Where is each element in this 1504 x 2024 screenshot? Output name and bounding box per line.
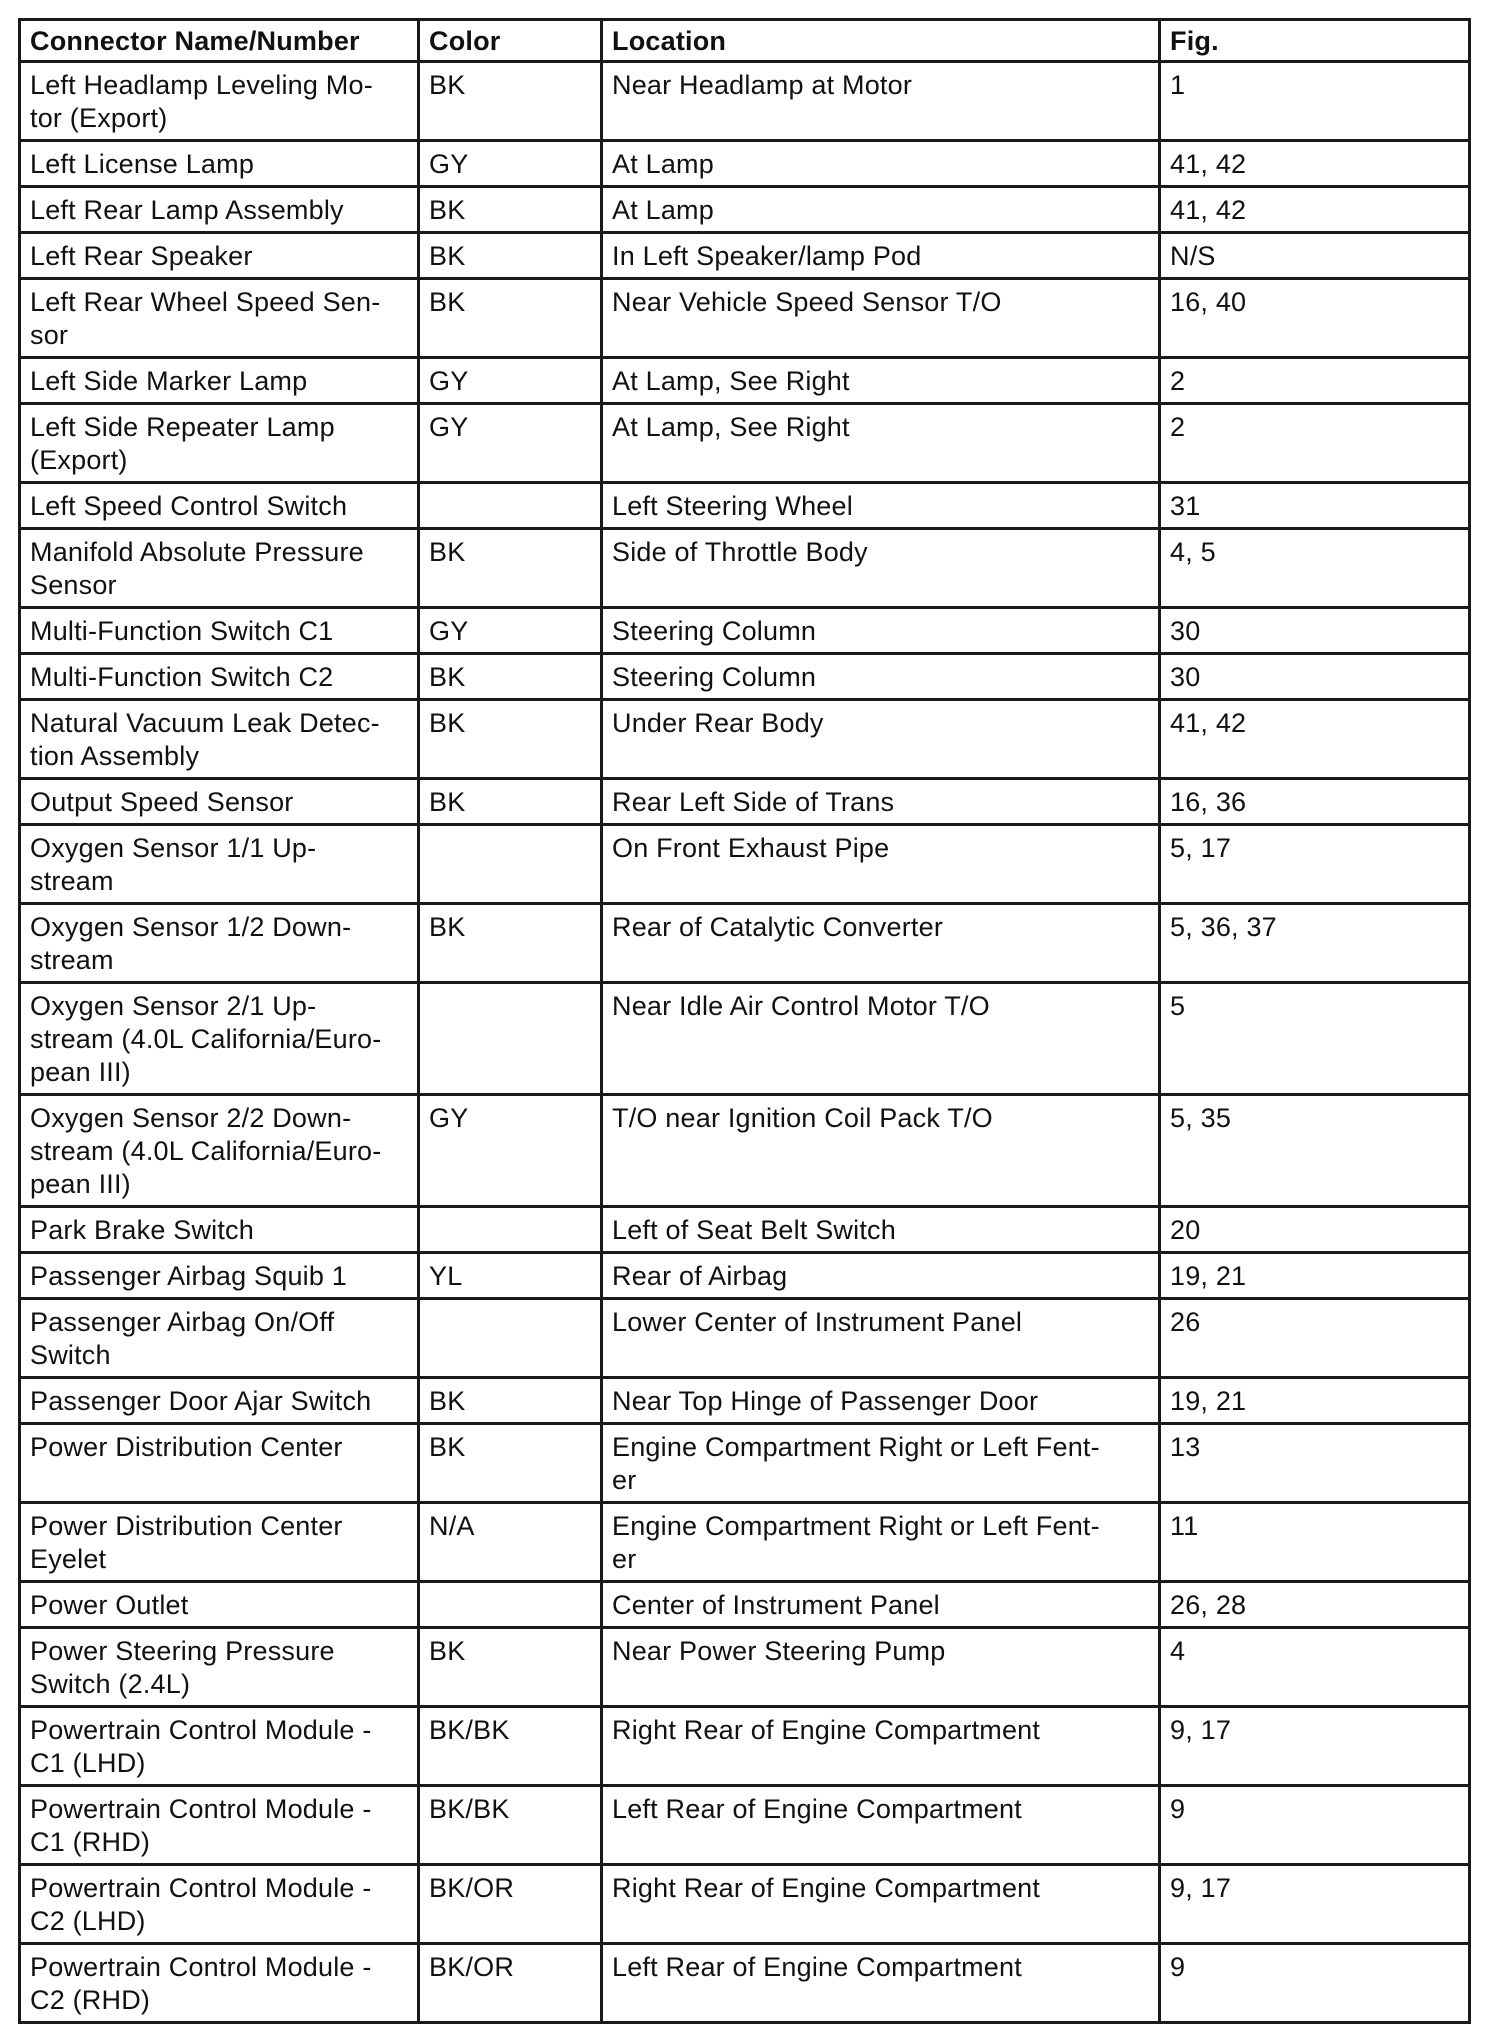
connector-name-cell-text: Passenger Airbag Squib 1 [30, 1261, 348, 1291]
connector-name-cell [20, 1786, 419, 1865]
table-row [20, 825, 1470, 904]
location-cell-text: At Lamp, See Right [612, 366, 850, 396]
location-cell-text: Near Top Hinge of Passenger Door [612, 1386, 1039, 1416]
location-cell-text: In Left Speaker/lamp Pod [612, 241, 922, 271]
table-row [20, 1424, 1470, 1503]
table-row [20, 1707, 1470, 1786]
connector-name-cell-text: Left Speed Control Switch [30, 491, 348, 521]
color-cell [419, 279, 602, 358]
table-row [20, 358, 1470, 404]
connector-location-table [18, 18, 1471, 2024]
connector-name-cell-text: Passenger Airbag On/Off Switch [30, 1307, 335, 1370]
location-cell-text: T/O near Ignition Coil Pack T/O [612, 1103, 993, 1133]
connector-name-cell [20, 983, 419, 1095]
table-row [20, 1299, 1470, 1378]
table-row [20, 983, 1470, 1095]
fig-cell [1160, 1944, 1470, 2023]
color-cell [419, 779, 602, 825]
location-cell [602, 654, 1160, 700]
location-cell [602, 608, 1160, 654]
color-cell-text: BK [429, 70, 466, 100]
connector-name-cell-text: Left Side Repeater Lamp (Export) [30, 412, 335, 475]
color-cell [419, 608, 602, 654]
connector-name-cell [20, 700, 419, 779]
fig-cell [1160, 1865, 1470, 1944]
connector-name-cell-text: Passenger Door Ajar Switch [30, 1386, 372, 1416]
fig-cell [1160, 825, 1470, 904]
color-cell-text: BK [429, 1636, 466, 1666]
fig-cell [1160, 1378, 1470, 1424]
fig-cell [1160, 404, 1470, 483]
connector-name-cell [20, 1582, 419, 1628]
connector-name-cell-text: Oxygen Sensor 2/1 Up- stream (4.0L California/Euro- pean III) [30, 991, 382, 1087]
fig-cell-text: N/S [1170, 241, 1216, 271]
location-cell [602, 1424, 1160, 1503]
color-cell [419, 1786, 602, 1865]
fig-cell [1160, 1707, 1470, 1786]
table-row [20, 904, 1470, 983]
fig-cell-text: 20 [1170, 1215, 1201, 1245]
location-cell-text: At Lamp, See Right [612, 412, 850, 442]
location-cell-text: Left Steering Wheel [612, 491, 853, 521]
location-cell [602, 1865, 1160, 1944]
table-row [20, 1503, 1470, 1582]
color-cell-text: BK [429, 537, 466, 567]
connector-name-cell-text: Powertrain Control Module - C1 (LHD) [30, 1715, 372, 1778]
location-cell [602, 483, 1160, 529]
table-header [20, 20, 1470, 62]
connector-name-cell [20, 141, 419, 187]
location-cell [602, 983, 1160, 1095]
connector-name-cell [20, 1095, 419, 1207]
connector-name-cell [20, 358, 419, 404]
connector-name-cell-text: Left Rear Wheel Speed Sen- sor [30, 287, 381, 350]
table-row [20, 404, 1470, 483]
fig-cell-text: 11 [1170, 1511, 1199, 1541]
location-cell [602, 700, 1160, 779]
connector-name-cell [20, 233, 419, 279]
location-cell [602, 904, 1160, 983]
fig-cell [1160, 279, 1470, 358]
color-cell [419, 1944, 602, 2023]
color-cell [419, 654, 602, 700]
color-cell [419, 1378, 602, 1424]
color-cell [419, 1865, 602, 1944]
color-cell [419, 1628, 602, 1707]
color-cell [419, 983, 602, 1095]
table-row [20, 1628, 1470, 1707]
table-row [20, 1378, 1470, 1424]
color-cell-text: YL [429, 1261, 463, 1291]
fig-cell [1160, 654, 1470, 700]
connector-name-cell-text: Left Rear Lamp Assembly [30, 195, 344, 225]
connector-name-cell [20, 1865, 419, 1944]
fig-cell-text: 41, 42 [1170, 149, 1247, 179]
fig-cell-text: 4 [1170, 1636, 1186, 1666]
location-cell [602, 529, 1160, 608]
fig-cell-text: 9, 17 [1170, 1715, 1232, 1745]
fig-cell [1160, 983, 1470, 1095]
connector-name-cell [20, 1628, 419, 1707]
location-cell-text: Lower Center of Instrument Panel [612, 1307, 1023, 1337]
table-row [20, 233, 1470, 279]
fig-cell-text: 2 [1170, 366, 1186, 396]
color-cell-text: BK [429, 662, 466, 692]
header-row [20, 20, 1470, 62]
location-cell [602, 1582, 1160, 1628]
location-cell-text: At Lamp [612, 149, 714, 179]
color-cell-text: BK/OR [429, 1952, 515, 1982]
location-cell [602, 779, 1160, 825]
fig-cell-text: 19, 21 [1170, 1386, 1247, 1416]
fig-cell-text: 41, 42 [1170, 708, 1247, 738]
location-cell [602, 1707, 1160, 1786]
color-cell [419, 529, 602, 608]
location-cell-text: Under Rear Body [612, 708, 824, 738]
location-cell [602, 825, 1160, 904]
connector-name-cell [20, 904, 419, 983]
fig-cell [1160, 1582, 1470, 1628]
location-cell-text: Near Vehicle Speed Sensor T/O [612, 287, 1002, 317]
fig-cell-text: 9 [1170, 1952, 1186, 1982]
connector-name-cell-text: Powertrain Control Module - C2 (LHD) [30, 1873, 372, 1936]
table-row [20, 1944, 1470, 2023]
color-cell [419, 1299, 602, 1378]
color-cell [419, 1095, 602, 1207]
location-cell [602, 1207, 1160, 1253]
table-row [20, 1207, 1470, 1253]
header-color: Color [419, 20, 602, 62]
table-body [20, 62, 1470, 2023]
fig-cell [1160, 1095, 1470, 1207]
color-cell [419, 187, 602, 233]
connector-name-cell-text: Power Distribution Center [30, 1432, 343, 1462]
fig-cell [1160, 779, 1470, 825]
table-row [20, 279, 1470, 358]
color-cell [419, 404, 602, 483]
location-cell [602, 233, 1160, 279]
connector-name-cell-text: Park Brake Switch [30, 1215, 254, 1245]
location-cell [602, 404, 1160, 483]
fig-cell [1160, 483, 1470, 529]
fig-cell [1160, 1628, 1470, 1707]
location-cell-text: Near Headlamp at Motor [612, 70, 913, 100]
fig-cell [1160, 62, 1470, 141]
fig-cell-text: 13 [1170, 1432, 1201, 1462]
fig-cell [1160, 141, 1470, 187]
fig-cell [1160, 1299, 1470, 1378]
location-cell [602, 187, 1160, 233]
connector-name-cell [20, 1424, 419, 1503]
location-cell-text: Left of Seat Belt Switch [612, 1215, 896, 1245]
fig-cell-text: 30 [1170, 662, 1201, 692]
connector-name-cell-text: Oxygen Sensor 2/2 Down- stream (4.0L California/Euro- pean III) [30, 1103, 382, 1199]
connector-name-cell [20, 1503, 419, 1582]
fig-cell-text: 26, 28 [1170, 1590, 1247, 1620]
connector-name-cell [20, 62, 419, 141]
color-cell [419, 483, 602, 529]
fig-cell [1160, 1503, 1470, 1582]
connector-name-cell [20, 1299, 419, 1378]
connector-name-cell [20, 608, 419, 654]
location-cell [602, 358, 1160, 404]
table-row [20, 700, 1470, 779]
fig-cell [1160, 187, 1470, 233]
fig-cell-text: 5 [1170, 991, 1186, 1021]
fig-cell [1160, 1207, 1470, 1253]
fig-cell-text: 5, 35 [1170, 1103, 1232, 1133]
location-cell [602, 1253, 1160, 1299]
fig-cell-text: 16, 36 [1170, 787, 1247, 817]
fig-cell [1160, 233, 1470, 279]
connector-name-cell [20, 825, 419, 904]
connector-name-cell-text: Manifold Absolute Pressure Sensor [30, 537, 364, 600]
connector-name-cell-text: Power Distribution Center Eyelet [30, 1511, 343, 1574]
connector-name-cell-text: Multi-Function Switch C2 [30, 662, 334, 692]
color-cell-text: BK [429, 1432, 466, 1462]
color-cell [419, 358, 602, 404]
fig-cell-text: 5, 36, 37 [1170, 912, 1277, 942]
connector-name-cell-text: Powertrain Control Module - C2 (RHD) [30, 1952, 372, 2015]
connector-name-cell-text: Oxygen Sensor 1/2 Down- stream [30, 912, 352, 975]
location-cell-text: Near Power Steering Pump [612, 1636, 946, 1666]
color-cell [419, 1424, 602, 1503]
connector-name-cell-text: Power Steering Pressure Switch (2.4L) [30, 1636, 335, 1699]
connector-name-cell [20, 279, 419, 358]
location-cell [602, 1503, 1160, 1582]
connector-name-cell-text: Output Speed Sensor [30, 787, 294, 817]
color-cell-text: GY [429, 412, 469, 442]
location-cell-text: Right Rear of Engine Compartment [612, 1715, 1041, 1745]
fig-cell [1160, 1253, 1470, 1299]
location-cell-text: Right Rear of Engine Compartment [612, 1873, 1041, 1903]
connector-name-cell [20, 1207, 419, 1253]
color-cell [419, 1253, 602, 1299]
color-cell [419, 62, 602, 141]
location-cell [602, 141, 1160, 187]
location-cell [602, 1786, 1160, 1865]
color-cell-text: BK [429, 287, 466, 317]
color-cell-text: N/A [429, 1511, 475, 1541]
location-cell [602, 1299, 1160, 1378]
connector-name-cell-text: Powertrain Control Module - C1 (RHD) [30, 1794, 372, 1857]
color-cell-text: BK [429, 195, 466, 225]
fig-cell-text: 4, 5 [1170, 537, 1216, 567]
connector-name-cell [20, 1707, 419, 1786]
table-row [20, 1582, 1470, 1628]
connector-name-cell [20, 483, 419, 529]
table-row [20, 779, 1470, 825]
table-row [20, 483, 1470, 529]
connector-name-cell-text: Left Headlamp Leveling Mo- tor (Export) [30, 70, 373, 133]
color-cell [419, 825, 602, 904]
fig-cell [1160, 700, 1470, 779]
color-cell-text: BK/BK [429, 1715, 510, 1745]
color-cell-text: BK [429, 708, 466, 738]
location-cell-text: Center of Instrument Panel [612, 1590, 940, 1620]
connector-name-cell-text: Oxygen Sensor 1/1 Up- stream [30, 833, 317, 896]
color-cell-text: GY [429, 366, 469, 396]
table-row [20, 529, 1470, 608]
connector-name-cell [20, 187, 419, 233]
location-cell-text: Engine Compartment Right or Left Fent- er [612, 1511, 1100, 1574]
connector-name-cell-text: Power Outlet [30, 1590, 189, 1620]
connector-name-cell [20, 654, 419, 700]
location-cell-text: Steering Column [612, 662, 817, 692]
color-cell [419, 233, 602, 279]
color-cell-text: GY [429, 1103, 469, 1133]
fig-cell [1160, 1424, 1470, 1503]
location-cell [602, 1095, 1160, 1207]
table-row [20, 187, 1470, 233]
location-cell-text: Steering Column [612, 616, 817, 646]
location-cell [602, 1944, 1160, 2023]
color-cell-text: GY [429, 149, 469, 179]
fig-cell-text: 16, 40 [1170, 287, 1247, 317]
connector-name-cell-text: Left License Lamp [30, 149, 255, 179]
connector-name-cell [20, 1944, 419, 2023]
location-cell-text: At Lamp [612, 195, 714, 225]
fig-cell [1160, 904, 1470, 983]
table-row [20, 1865, 1470, 1944]
connector-name-cell-text: Left Rear Speaker [30, 241, 253, 271]
fig-cell [1160, 1786, 1470, 1865]
table-row [20, 141, 1470, 187]
fig-cell [1160, 529, 1470, 608]
table-row [20, 1253, 1470, 1299]
fig-cell-text: 5, 17 [1170, 833, 1232, 863]
connector-name-cell [20, 404, 419, 483]
fig-cell-text: 41, 42 [1170, 195, 1247, 225]
connector-name-cell [20, 779, 419, 825]
color-cell [419, 904, 602, 983]
color-cell [419, 1503, 602, 1582]
connector-name-cell-text: Left Side Marker Lamp [30, 366, 308, 396]
header-location: Location [602, 20, 1160, 62]
table-row [20, 1786, 1470, 1865]
connector-name-cell [20, 529, 419, 608]
color-cell [419, 700, 602, 779]
table-row [20, 654, 1470, 700]
color-cell-text: BK/OR [429, 1873, 515, 1903]
color-cell-text: BK [429, 1386, 466, 1416]
location-cell-text: Side of Throttle Body [612, 537, 868, 567]
fig-cell-text: 1 [1170, 70, 1186, 100]
connector-name-cell-text: Natural Vacuum Leak Detec- tion Assembly [30, 708, 380, 771]
color-cell-text: BK [429, 912, 466, 942]
color-cell-text: BK [429, 241, 466, 271]
color-cell-text: BK/BK [429, 1794, 510, 1824]
location-cell-text: Left Rear of Engine Compartment [612, 1952, 1022, 1982]
location-cell [602, 62, 1160, 141]
connector-name-cell [20, 1253, 419, 1299]
table-row [20, 62, 1470, 141]
location-cell [602, 1628, 1160, 1707]
location-cell [602, 279, 1160, 358]
location-cell-text: Rear Left Side of Trans [612, 787, 895, 817]
connector-name-cell-text: Multi-Function Switch C1 [30, 616, 334, 646]
location-cell-text: Rear of Catalytic Converter [612, 912, 944, 942]
fig-cell-text: 19, 21 [1170, 1261, 1247, 1291]
header-connector-name: Connector Name/Number [20, 20, 419, 62]
fig-cell [1160, 358, 1470, 404]
fig-cell-text: 26 [1170, 1307, 1201, 1337]
table-row [20, 608, 1470, 654]
fig-cell-text: 30 [1170, 616, 1201, 646]
color-cell [419, 1207, 602, 1253]
color-cell [419, 1707, 602, 1786]
location-cell-text: Left Rear of Engine Compartment [612, 1794, 1022, 1824]
location-cell-text: Rear of Airbag [612, 1261, 788, 1291]
connector-name-cell [20, 1378, 419, 1424]
fig-cell-text: 31 [1170, 491, 1201, 521]
color-cell-text: BK [429, 787, 466, 817]
location-cell-text: Engine Compartment Right or Left Fent- er [612, 1432, 1100, 1495]
color-cell-text: GY [429, 616, 469, 646]
header-fig: Fig. [1160, 20, 1470, 62]
fig-cell [1160, 608, 1470, 654]
location-cell-text: On Front Exhaust Pipe [612, 833, 890, 863]
color-cell [419, 141, 602, 187]
fig-cell-text: 9, 17 [1170, 1873, 1232, 1903]
color-cell [419, 1582, 602, 1628]
location-cell [602, 1378, 1160, 1424]
location-cell-text: Near Idle Air Control Motor T/O [612, 991, 990, 1021]
fig-cell-text: 9 [1170, 1794, 1186, 1824]
table-row [20, 1095, 1470, 1207]
fig-cell-text: 2 [1170, 412, 1186, 442]
